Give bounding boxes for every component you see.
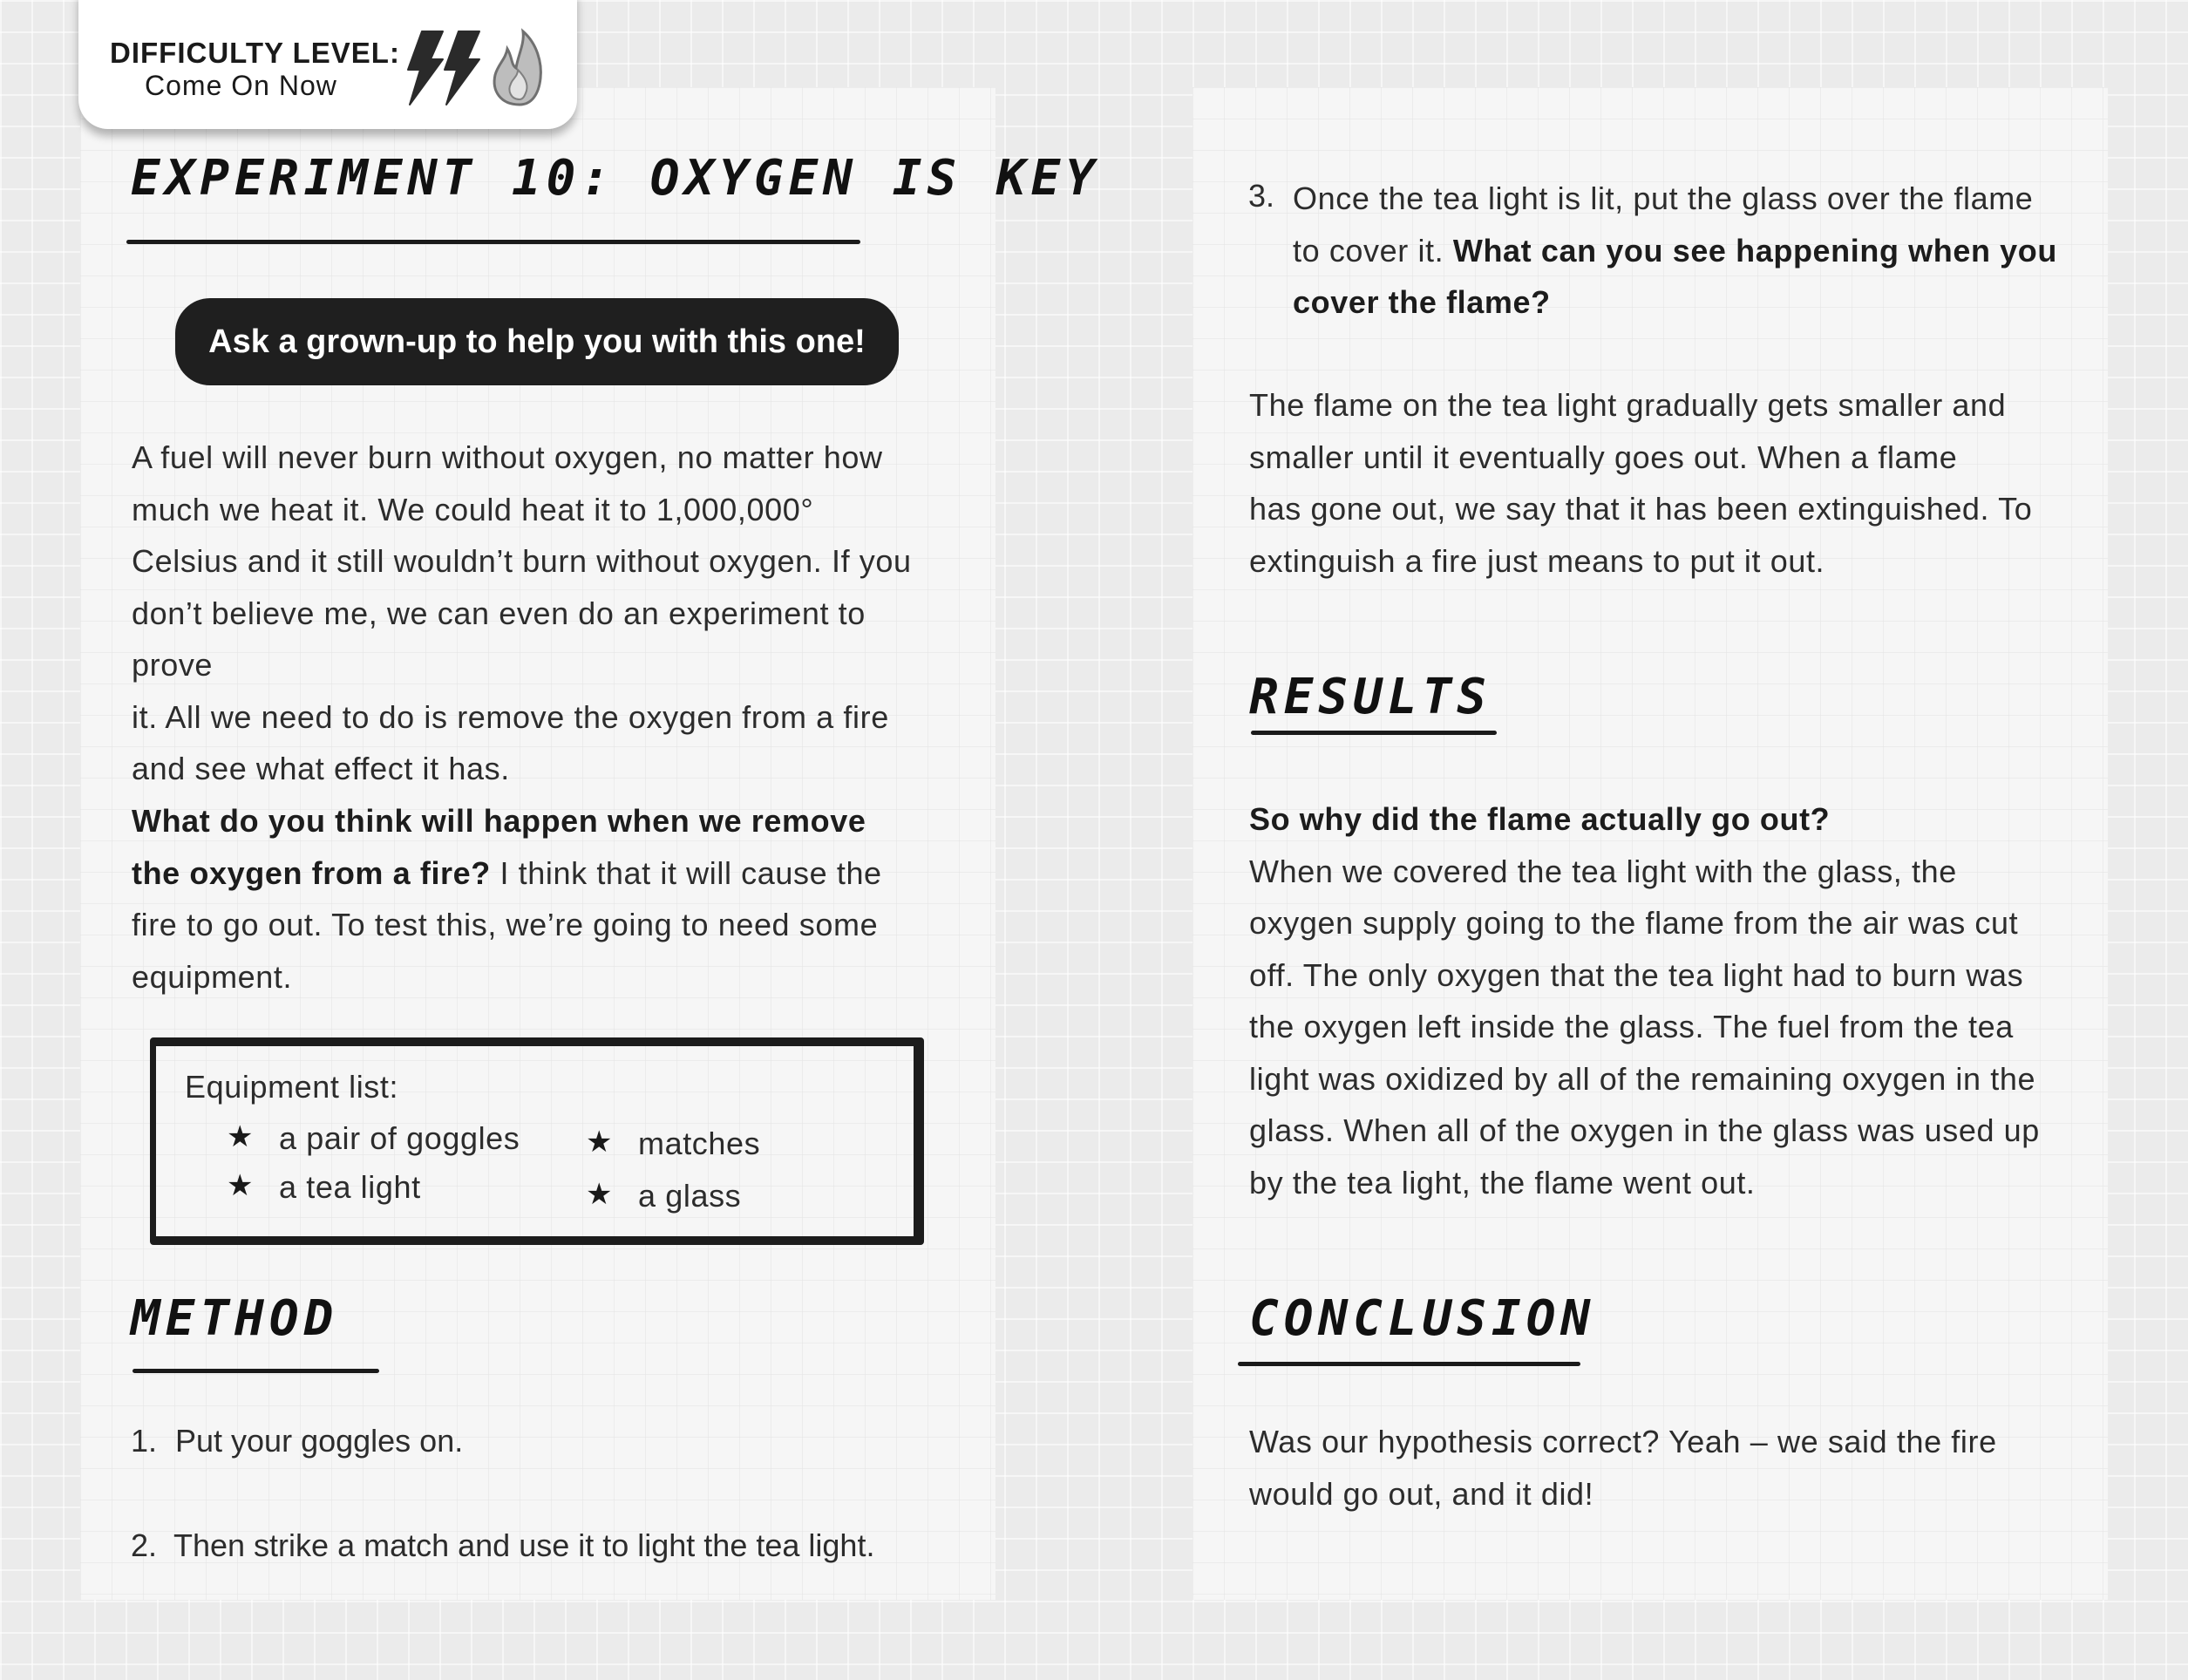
step-number: 2. [131, 1527, 158, 1563]
results-line: the oxygen left inside the glass. The fuel from the tea [1249, 1009, 2014, 1044]
question-bold: the oxygen from a fire? [132, 854, 491, 891]
observation-paragraph [1249, 379, 2051, 587]
conclusion-paragraph [1249, 1416, 2051, 1520]
difficulty-value: Come On Now [145, 70, 337, 101]
observation-line: has gone out, we say that it has been extinguished. To [1249, 491, 2033, 527]
results-heading: RESULTS [1249, 669, 1492, 725]
question-paragraph [132, 795, 951, 1003]
question-line: fire to go out. To test this, we’re going to need some [132, 907, 879, 942]
observation-line: extinguish a fire just means to put it out. [1249, 542, 1825, 579]
star-icon: ★ [227, 1168, 254, 1203]
results-line: oxygen supply going to the flame from the air was cut [1249, 905, 2019, 941]
results-line: light was oxidized by all of the remaining oxygen in the [1249, 1060, 2036, 1097]
step-text: Put your goggles on. [175, 1423, 464, 1459]
conclusion-line: Was our hypothesis correct? Yeah – we said the fire [1249, 1424, 1997, 1459]
observation-line: The flame on the tea light gradually gets smaller and [1249, 387, 2007, 423]
difficulty-badge [78, 0, 577, 129]
equipment-item: a pair of goggles [279, 1120, 520, 1156]
results-question: So why did the flame actually go out? [1249, 801, 1831, 837]
step-line: to cover it. [1293, 232, 1453, 269]
observation-line: smaller until it eventually goes out. When a flame [1249, 439, 1958, 475]
title-underline [126, 240, 860, 244]
results-underline [1251, 731, 1497, 735]
intro-line: don’t believe me, we can even do an experiment to prove [132, 595, 866, 683]
step-question: What can you see happening when you [1452, 232, 2057, 269]
step-text: Then strike a match and use it to light the tea light. [173, 1527, 875, 1563]
intro-line: A fuel will never burn without oxygen, no matter how [132, 439, 883, 475]
step-number: 3. [1248, 178, 1275, 214]
equipment-item: matches [638, 1126, 761, 1161]
difficulty-label: DIFFICULTY LEVEL: [110, 37, 400, 69]
intro-line: it. All we need to do is remove the oxygen from a fire [132, 698, 889, 735]
results-line: by the tea light, the flame went out. [1249, 1164, 1756, 1200]
star-icon: ★ [586, 1125, 613, 1160]
question-bold: What do you think will happen when we remove [132, 803, 866, 839]
hypothesis-text: I think that it will cause the [490, 854, 882, 891]
lightning-bolt-icon [445, 31, 479, 105]
step-3-text [1293, 173, 2077, 329]
step-question: cover the flame? [1293, 284, 1551, 320]
intro-line: much we heat it. We could heat it to 1,000,000° [132, 491, 814, 527]
flame-icon [494, 31, 540, 105]
equipment-item: a glass [638, 1178, 742, 1214]
results-line: When we covered the tea light with the glass, the [1249, 853, 1957, 889]
star-icon: ★ [227, 1119, 254, 1154]
results-line: glass. When all of the oxygen in the glass was used up [1249, 1112, 2040, 1148]
lightning-bolt-icon [408, 31, 443, 105]
intro-line: and see what effect it has. [132, 751, 510, 786]
results-line: off. The only oxygen that the tea light had to burn was [1249, 956, 2024, 993]
method-underline [133, 1369, 379, 1373]
star-icon: ★ [586, 1177, 613, 1212]
step-number: 1. [131, 1423, 158, 1459]
method-heading: METHOD [131, 1290, 339, 1347]
intro-line: Celsius and it still wouldn’t burn without oxygen. If you [132, 543, 912, 579]
conclusion-underline [1238, 1362, 1580, 1366]
question-line: equipment. [132, 958, 293, 995]
results-paragraph [1249, 793, 2051, 1208]
intro-paragraph [132, 432, 951, 795]
conclusion-line: would go out, and it did! [1249, 1475, 1594, 1512]
step-line: Once the tea light is lit, put the glass over the flame [1293, 180, 2034, 216]
equipment-heading: Equipment list: [185, 1069, 399, 1105]
grown-up-warning: Ask a grown-up to help you with this one! [175, 298, 899, 385]
experiment-title: EXPERIMENT 10: OXYGEN IS KEY [131, 150, 1101, 207]
conclusion-heading: CONCLUSION [1249, 1290, 1596, 1347]
difficulty-icons [398, 24, 546, 115]
equipment-item: a tea light [279, 1169, 421, 1205]
